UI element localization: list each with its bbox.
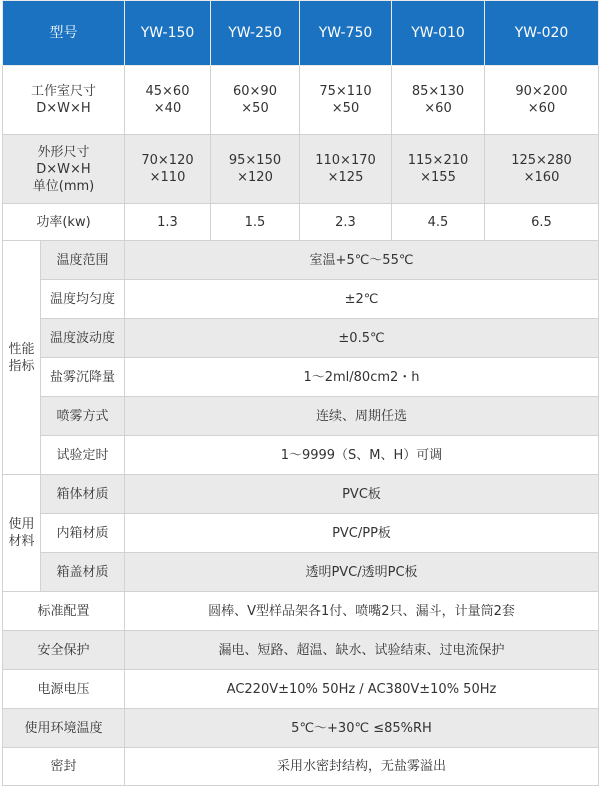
table-cell: 125×280 ×160	[485, 135, 599, 204]
material-value: PVC板	[125, 475, 599, 514]
perf-row	[3, 241, 599, 280]
misc-value: 5℃～+30℃ ≤85%RH	[125, 709, 599, 748]
misc-value: AC220V±10% 50Hz / AC380V±10% 50Hz	[125, 670, 599, 709]
table-cell: 70×120 ×110	[125, 135, 211, 204]
model-yw150: YW-150	[125, 1, 211, 66]
material-value: 透明PVC/透明PC板	[125, 553, 599, 592]
material-row	[3, 514, 599, 553]
model-yw020: YW-020	[485, 1, 599, 66]
perf-row	[3, 319, 599, 358]
table-cell: 85×130 ×60	[392, 66, 485, 135]
material-label: 箱盖材质	[41, 553, 125, 592]
power-row	[3, 204, 599, 241]
material-row	[3, 553, 599, 592]
perf-value: 1～9999（S、M、H）可调	[125, 436, 599, 475]
materials-group-label: 使用 材料	[3, 475, 41, 592]
misc-value: 圆棒、V型样品架各1付、喷嘴2只、漏斗，计量筒2套	[125, 592, 599, 631]
table-cell: 75×110 ×50	[300, 66, 392, 135]
perf-value: 连续、周期任选	[125, 397, 599, 436]
table-cell: 110×170 ×125	[300, 135, 392, 204]
perf-label: 温度波动度	[41, 319, 125, 358]
table-cell: 115×210 ×155	[392, 135, 485, 204]
model-yw010: YW-010	[392, 1, 485, 66]
perf-value: ±0.5℃	[125, 319, 599, 358]
misc-value: 采用水密封结构，无盐雾溢出	[125, 748, 599, 786]
safety-row	[3, 631, 599, 670]
table-cell: 45×60 ×40	[125, 66, 211, 135]
perf-label: 喷雾方式	[41, 397, 125, 436]
misc-label: 电源电压	[3, 670, 125, 709]
misc-label: 使用环境温度	[3, 709, 125, 748]
model-header: 型号	[3, 1, 125, 66]
header-row	[3, 1, 599, 66]
model-yw750: YW-750	[300, 1, 392, 66]
misc-label: 密封	[3, 748, 125, 786]
perf-label: 温度范围	[41, 241, 125, 280]
table-cell: 1.5	[211, 204, 300, 241]
misc-label: 安全保护	[3, 631, 125, 670]
misc-value: 漏电、短路、超温、缺水、试验结束、过电流保护	[125, 631, 599, 670]
env-temp-row	[3, 709, 599, 748]
perf-label: 试验定时	[41, 436, 125, 475]
spec-table	[2, 0, 599, 786]
chamber-size-row	[3, 66, 599, 135]
material-row	[3, 475, 599, 514]
table-cell: 6.5	[485, 204, 599, 241]
table-cell: 60×90 ×50	[211, 66, 300, 135]
perf-label: 温度均匀度	[41, 280, 125, 319]
perf-row	[3, 436, 599, 475]
power-label: 功率(kw)	[3, 204, 125, 241]
misc-label: 标准配置	[3, 592, 125, 631]
perf-row	[3, 397, 599, 436]
table-cell: 1.3	[125, 204, 211, 241]
perf-label: 盐雾沉降量	[41, 358, 125, 397]
material-label: 箱体材质	[41, 475, 125, 514]
table-cell: 95×150 ×120	[211, 135, 300, 204]
material-label: 内箱材质	[41, 514, 125, 553]
table-cell: 2.3	[300, 204, 392, 241]
perf-row	[3, 280, 599, 319]
material-value: PVC/PP板	[125, 514, 599, 553]
model-yw250: YW-250	[211, 1, 300, 66]
perf-value: ±2℃	[125, 280, 599, 319]
standard-config-row	[3, 592, 599, 631]
seal-row	[3, 748, 599, 786]
perf-row	[3, 358, 599, 397]
outer-size-label: 外形尺寸 D×W×H 单位(mm)	[3, 135, 125, 204]
table-cell: 90×200 ×60	[485, 66, 599, 135]
perf-value: 室温+5℃～55℃	[125, 241, 599, 280]
perf-value: 1～2ml/80cm2・h	[125, 358, 599, 397]
voltage-row	[3, 670, 599, 709]
outer-size-row	[3, 135, 599, 204]
chamber-size-label: 工作室尺寸 D×W×H	[3, 66, 125, 135]
table-cell: 4.5	[392, 204, 485, 241]
performance-group-label: 性能 指标	[3, 241, 41, 475]
